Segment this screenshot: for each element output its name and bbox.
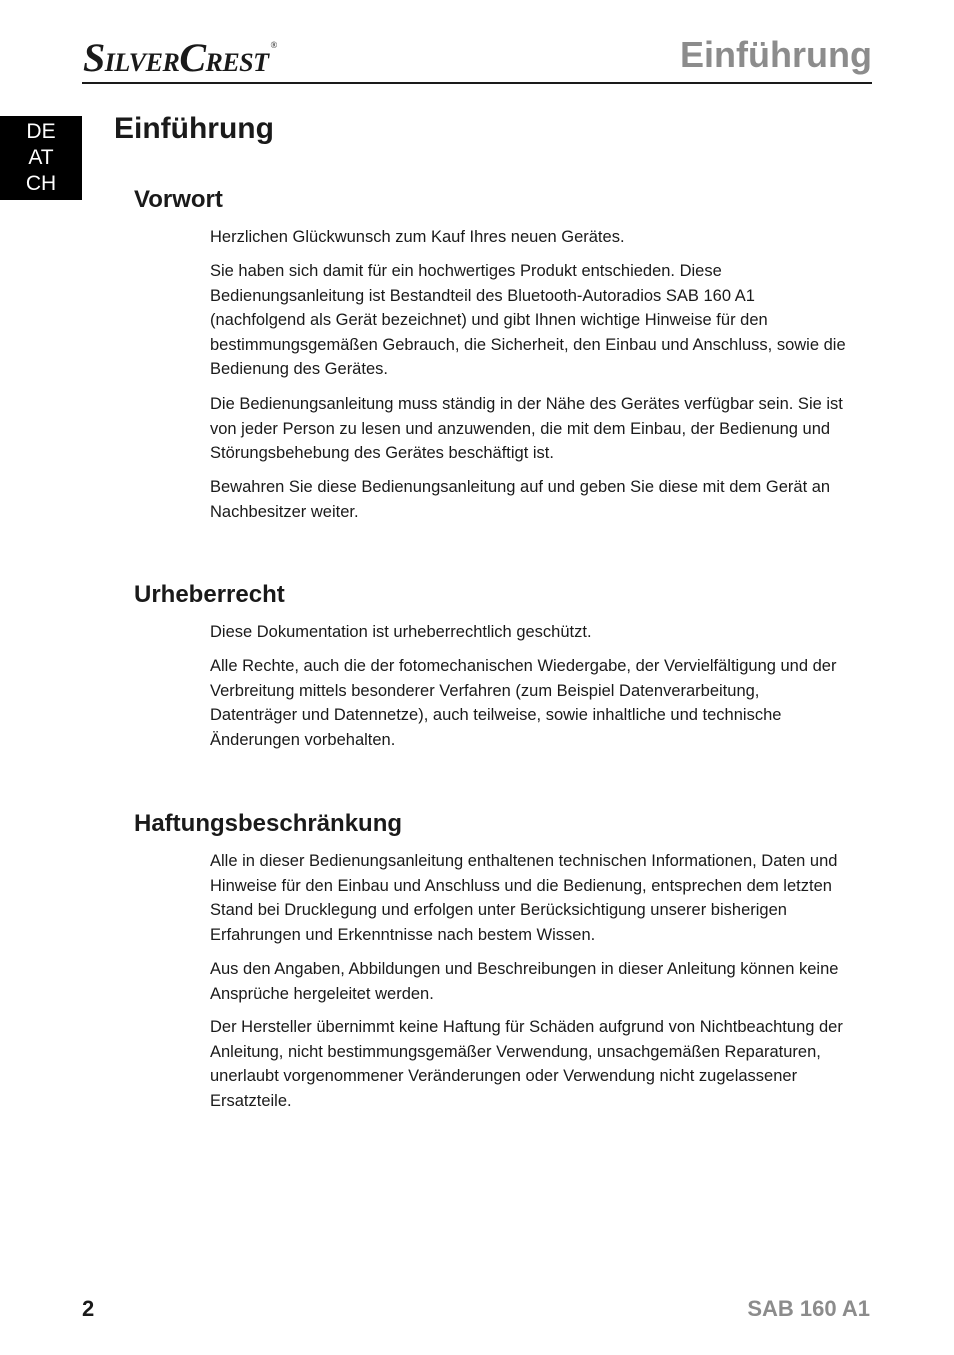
section-heading-vorwort: Vorwort bbox=[134, 186, 223, 213]
paragraph: Sie haben sich damit für ein hochwertiges Produkt entschieden. Diese Bedienungsanleitung ist Bestandteil des Bluetooth-Autoradios SAB 160 A1 (nachfolgend als Gerät bezeichnet) und gibt Ihnen wichtige Hinweise für den bestimmungsgemäßen Gebrauch, die Sicherheit, den Einbau und Anschluss, sowie die Bedienung des Gerätes. bbox=[210, 262, 846, 379]
page-title: Einführung bbox=[114, 112, 274, 145]
paragraph: Alle Rechte, auch die der fotomechanischen Wiedergabe, der Vervielfältigung und der Verbreitung mittels besonderer Verfahren (zum Beispiel Datenverarbeitung, Datenträger und Datennetze), auch teilweise, sowie inhaltliche und technische Änderungen vorbehalten. bbox=[210, 657, 837, 749]
registered-mark: ® bbox=[270, 40, 277, 50]
paragraph: Herzlichen Glückwunsch zum Kauf Ihres neuen Gerätes. bbox=[210, 228, 625, 246]
paragraph: Der Hersteller übernimmt keine Haftung für Schäden aufgrund von Nichtbeachtung der Anleitung, nicht bestimmungsgemäßer Verwendung, unsachgemäßen Reparaturen, unerlaubt vorgenommener Veränderungen oder Verwendung nicht zugelassener Ersatzteile. bbox=[210, 1018, 843, 1110]
header-title: Einführung bbox=[680, 34, 872, 75]
model-number: SAB 160 A1 bbox=[747, 1296, 870, 1321]
language-code: CH bbox=[25, 172, 57, 195]
brand-logo bbox=[83, 34, 277, 81]
paragraph: Diese Dokumentation ist urheberrechtlich geschützt. bbox=[210, 623, 592, 641]
brand-logo-letter: C bbox=[179, 35, 206, 80]
brand-logo-text: REST bbox=[205, 48, 269, 77]
language-code: AT bbox=[28, 146, 54, 169]
brand-logo-text: ILVER bbox=[104, 48, 180, 77]
paragraph: Aus den Angaben, Abbildungen und Beschreibungen in dieser Anleitung können keine Ansprüche hergeleitet werden. bbox=[210, 960, 839, 1003]
page-number: 2 bbox=[82, 1296, 95, 1321]
paragraph: Die Bedienungsanleitung muss ständig in der Nähe des Gerätes verfügbar sein. Sie ist von jeder Person zu lesen und anzuwenden, die mit dem Einbau, der Bedienung und Störungsbehebung des Gerätes beschäftigt ist. bbox=[210, 395, 843, 463]
section-heading-haftungsbeschraenkung: Haftungsbeschränkung bbox=[134, 810, 403, 837]
language-tab bbox=[0, 116, 82, 200]
section-heading-urheberrecht: Urheberrecht bbox=[134, 581, 285, 608]
header-divider bbox=[82, 82, 872, 84]
language-code: DE bbox=[26, 120, 56, 143]
paragraph: Bewahren Sie diese Bedienungsanleitung auf und geben Sie diese mit dem Gerät an Nachbesitzer weiter. bbox=[210, 478, 831, 521]
brand-logo-letter: S bbox=[83, 35, 105, 80]
paragraph: Alle in dieser Bedienungsanleitung enthaltenen technischen Informationen, Daten und Hinweise für den Einbau und Anschluss und die Bedienung, entsprechen dem letzten Stand bei Drucklegung und erfolgen unter Berücksichtigung unserer bisherigen Erfahrungen und Erkenntnisse nach bestem Wissen. bbox=[210, 852, 838, 944]
